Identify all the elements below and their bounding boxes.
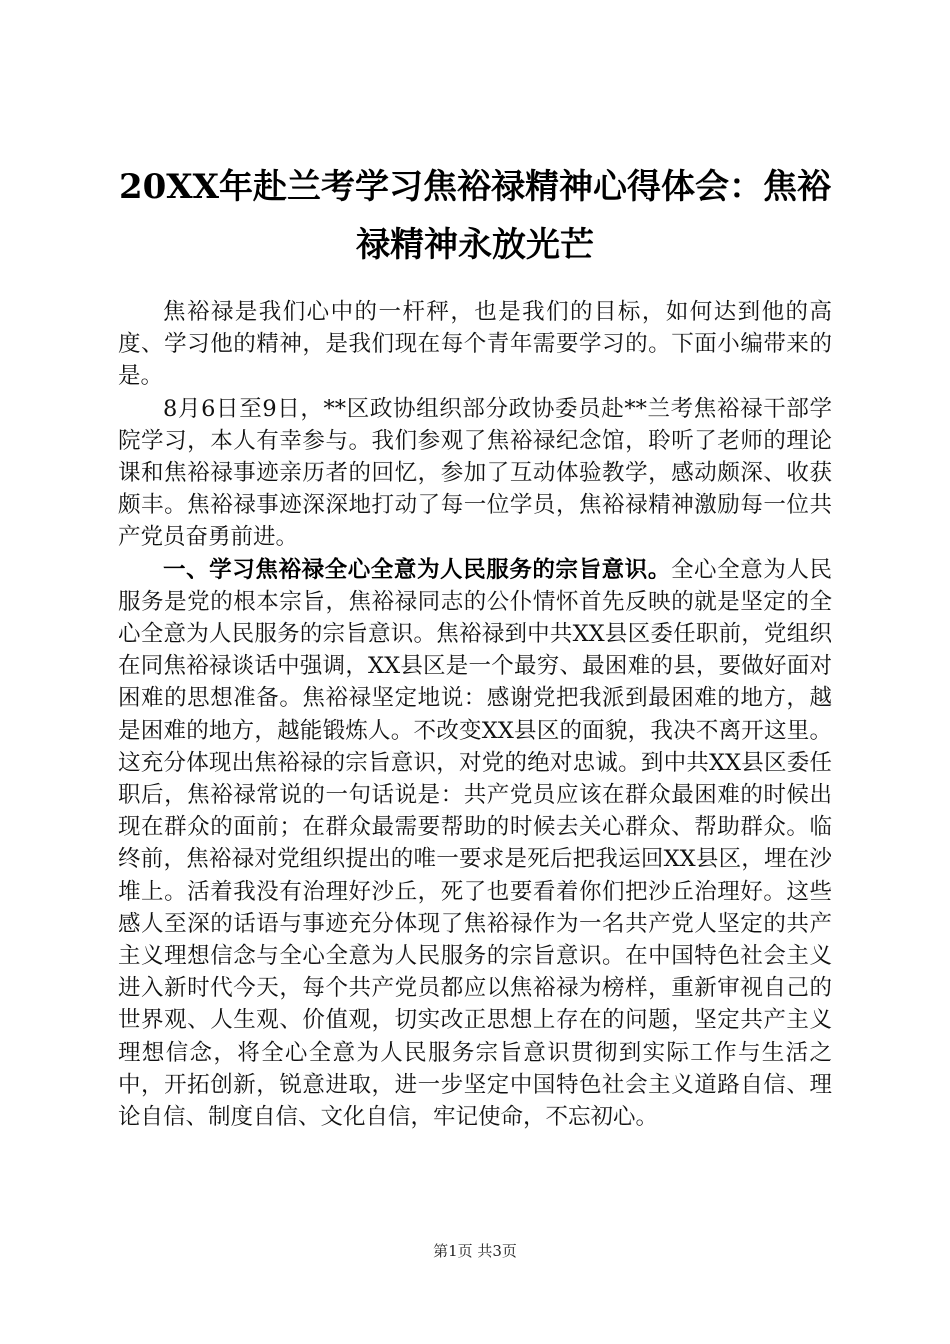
document-title: 20XX年赴兰考学习焦裕禄精神心得体会：焦裕禄精神永放光芒 xyxy=(118,167,832,265)
section-1-paragraph xyxy=(118,554,832,1134)
intro-paragraph: 焦裕禄是我们心中的一杆秤，也是我们的目标，如何达到他的高度、学习他的精神，是我们现在每个青年需要学习的。下面小编带来的是。 xyxy=(118,299,832,390)
document-body xyxy=(118,296,832,1133)
section-1-heading: 一、学习焦裕禄全心全意为人民服务的宗旨意识。 xyxy=(163,556,671,583)
page-footer: 第1页 共3页 xyxy=(433,1242,517,1260)
section-1-text: 全心全意为人民服务是党的根本宗旨，焦裕禄同志的公仆情怀首先反映的就是坚定的全心全意为人民服务的宗旨意识。焦裕禄到中共XX县区委任职前，党组织在同焦裕禄谈话中强调，XX县区是一个最穷、最困难的县，要做好面对困难的思想准备。焦裕禄坚定地说：感谢党把我派到最困难的地方，越是困难的地方，越能锻炼人。不改变XX县区的面貌，我决不离开这里。这充分体现出焦裕禄的宗旨意识，对党的绝对忠诚。到中共XX县区委任职后，焦裕禄常说的一句话说是：共产党员应该在群众最困难的时候出现在群众的面前；在群众最需要帮助的时候去关心群众、帮助群众。临终前，焦裕禄对党组织提出的唯一要求是死后把我运回XX县区，埋在沙堆上。活着我没有治理好沙丘，死了也要看着你们把沙丘治理好。这些感人至深的话语与事迹充分体现了焦裕禄作为一名共产党人坚定的共产主义理想信念与全心全意为人民服务的宗旨意识。在中国特色社会主义进入新时代今天，每个共产党员都应以焦裕禄为榜样，重新审视自己的世界观、人生观、价值观，切实改正思想上存在的问题，坚定共产主义理想信念，将全心全意为人民服务宗旨意识贯彻到实际工作与生活之中，开拓创新，锐意进取，进一步坚定中国特色社会主义道路自信、理论自信、制度自信、文化自信，牢记使命，不忘初心。 xyxy=(118,556,832,1131)
event-paragraph: 8月6日至9日，**区政协组织部分政协委员赴**兰考焦裕禄干部学院学习，本人有幸参与。我们参观了焦裕禄纪念馆，聆听了老师的理论课和焦裕禄事迹亲历者的回忆，参加了互动体验教学，感动颇深、收获颇丰。焦裕禄事迹深深地打动了每一位学员，焦裕禄精神激励每一位共产党员奋勇前进。 xyxy=(118,395,832,551)
